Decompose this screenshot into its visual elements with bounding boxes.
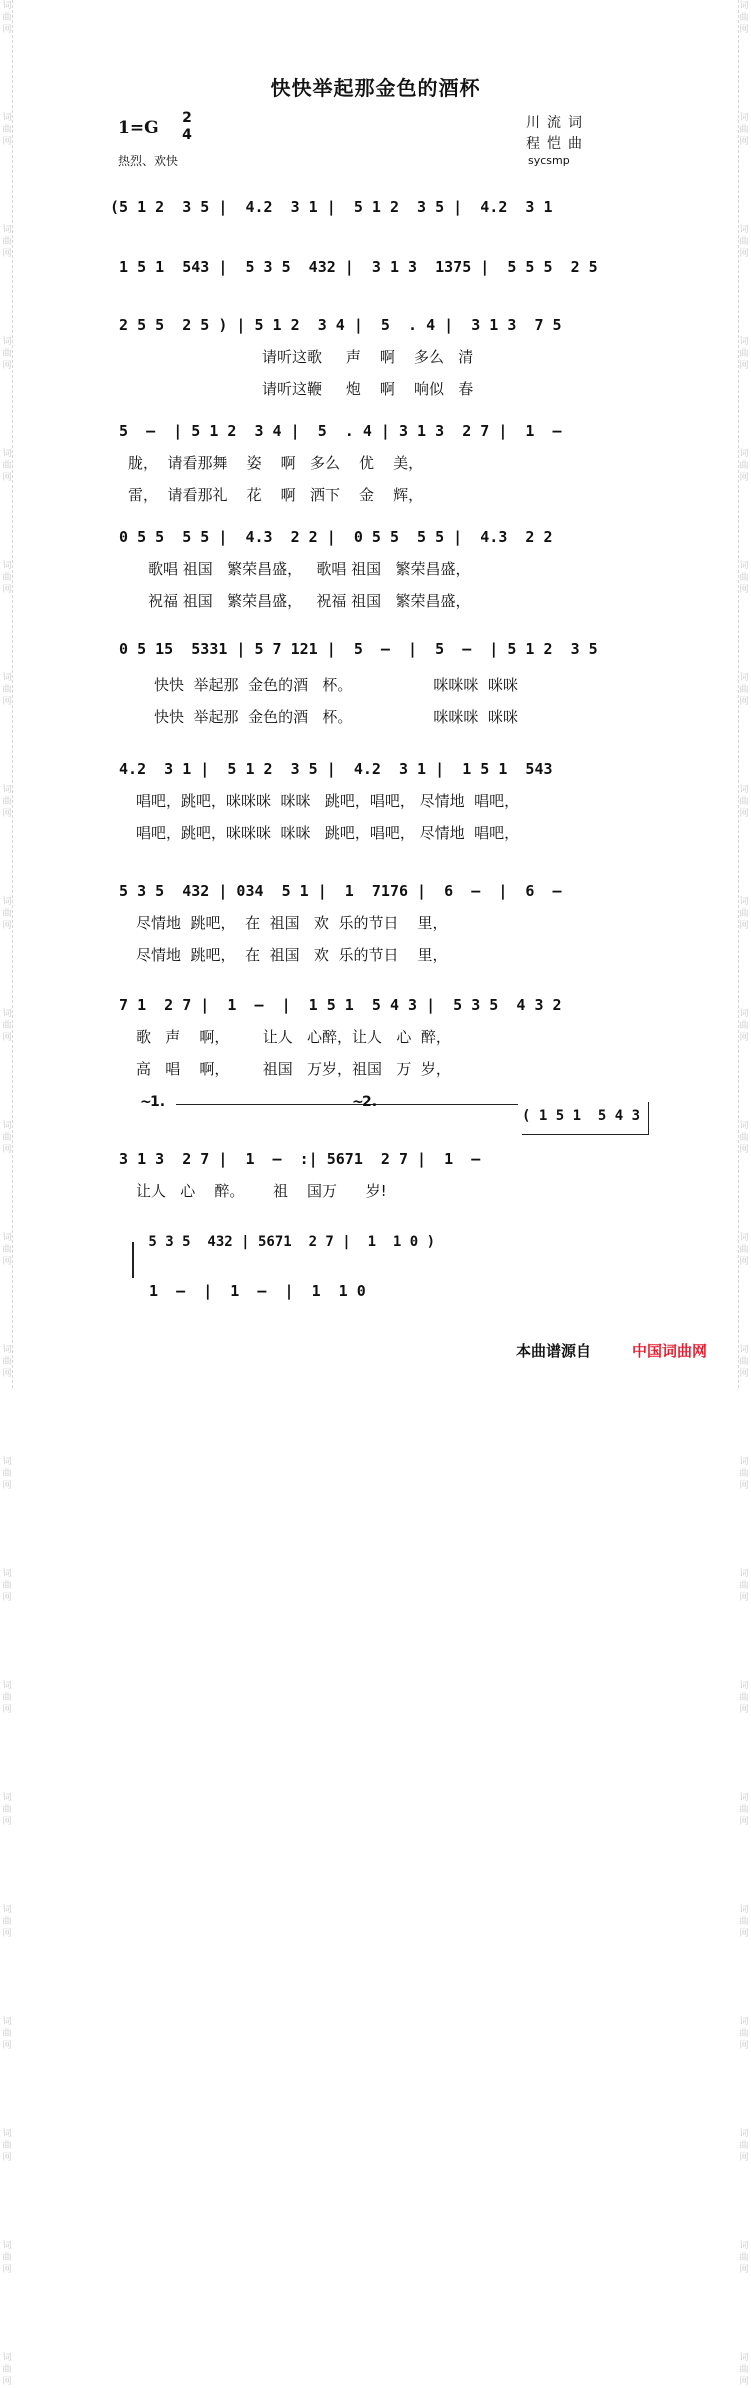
footer-source-label: 本曲谱源自 bbox=[516, 1342, 592, 1360]
inset-notation bbox=[522, 1102, 649, 1135]
notation-line: 0 5 15 5331 | 5 7 121 | 5 — | 5 — | 5 1 2 3 5 bbox=[110, 640, 598, 658]
watermark-column-right bbox=[738, 0, 750, 2387]
lyric-verse-2: 祝福 祖国 繁荣昌盛， 祝福 祖国 繁荣昌盛， bbox=[148, 592, 471, 610]
watermark-group: 词 曲 网 bbox=[2, 1457, 12, 1491]
composer-credit: 程恺曲 bbox=[526, 136, 589, 152]
lyric-verse-2: 唱吧，跳吧，咪咪咪 咪咪 跳吧，唱吧， 尽情地 唱吧， bbox=[136, 824, 520, 842]
key-signature: 1=G bbox=[118, 118, 159, 138]
lyric-verse-1: 让人 心 醉。 祖 国万 岁! bbox=[136, 1182, 387, 1200]
time-signature bbox=[180, 110, 194, 144]
time-signature-top: 2 bbox=[182, 110, 192, 126]
final-brace bbox=[132, 1242, 134, 1278]
inset-notes: ( 1 5 1 5 4 3 bbox=[522, 1108, 641, 1124]
watermark-group: 词 曲 网 bbox=[2, 673, 12, 707]
watermark-group: 词 曲 网 bbox=[2, 1009, 12, 1043]
notation-line: 4.2 3 1 | 5 1 2 3 5 | 4.2 3 1 | 1 5 1 543 bbox=[110, 760, 553, 778]
notation-line: 3 1 3 2 7 | 1 — :| 5671 2 7 | 1 — bbox=[110, 1150, 481, 1168]
watermark-group: 词 曲 网 bbox=[739, 1457, 749, 1491]
tempo-marking: 热烈、欢快 bbox=[118, 154, 179, 168]
watermark-group: 词 曲 网 bbox=[2, 1233, 12, 1267]
lyric-verse-2: 尽情地 跳吧， 在 祖国 欢 乐的节日 里， bbox=[136, 946, 448, 964]
lyric-verse-2: 雷， 请看那礼 花 啊 洒下 金 辉， bbox=[128, 486, 424, 504]
watermark-group: 词 曲 网 bbox=[2, 2129, 12, 2163]
uploader-credit: sycsmp bbox=[528, 154, 570, 167]
watermark-group: 词 曲 网 bbox=[2, 897, 12, 931]
watermark-group: 词 曲 网 bbox=[2, 1793, 12, 1827]
lyric-verse-2: 请听这鞭 炮 啊 响似 春 bbox=[262, 380, 474, 398]
watermark-group: 词 曲 网 bbox=[739, 2129, 749, 2163]
watermark-group: 词 曲 网 bbox=[739, 1009, 749, 1043]
margin-line-left bbox=[12, 0, 13, 1388]
volta-2-label: 2. bbox=[362, 1094, 378, 1110]
lyric-verse-1: 歌唱 祖国 繁荣昌盛， 歌唱 祖国 繁荣昌盛， bbox=[148, 560, 471, 578]
lyric-verse-1: 歌 声 啊， 让人 心醉，让人 心 醉， bbox=[136, 1028, 451, 1046]
lyric-verse-1: 唱吧，跳吧，咪咪咪 咪咪 跳吧，唱吧， 尽情地 唱吧， bbox=[136, 792, 520, 810]
watermark-group: 词 曲 网 bbox=[739, 673, 749, 707]
notation-line: (5 1 2 3 5 | 4.2 3 1 | 5 1 2 3 5 | 4.2 3 1 bbox=[110, 198, 553, 216]
notation-line: 5 3 5 432 | 034 5 1 | 1 7176 | 6 — | 6 — bbox=[110, 882, 562, 900]
watermark-group: 词 曲 网 bbox=[739, 1233, 749, 1267]
watermark-group: 词 曲 网 bbox=[739, 1793, 749, 1827]
time-signature-bottom: 4 bbox=[182, 127, 192, 143]
watermark-group: 词 曲 网 bbox=[739, 897, 749, 931]
lyric-verse-1: 请听这歌 声 啊 多么 清 bbox=[262, 348, 474, 366]
watermark-group: 词 曲 网 bbox=[2, 2017, 12, 2051]
watermark-group: 词 曲 网 bbox=[2, 785, 12, 819]
notation-line: 1 5 1 543 | 5 3 5 432 | 3 1 3 1375 | 5 5 5 2 5 bbox=[110, 258, 598, 276]
watermark-group: 词 曲 网 bbox=[739, 2241, 749, 2275]
watermark-group: 词 曲 网 bbox=[739, 1345, 749, 1379]
lyric-verse-1: 胧， 请看那舞 姿 啊 多么 优 美， bbox=[128, 454, 424, 472]
watermark-group: 词 曲 网 bbox=[2, 1121, 12, 1155]
notation-line: 7 1 2 7 | 1 — | 1 5 1 5 4 3 | 5 3 5 4 3 2 bbox=[110, 996, 562, 1014]
watermark-group: 词 曲 网 bbox=[2, 337, 12, 371]
notation-line: 1 — | 1 — | 1 1 0 bbox=[140, 1282, 366, 1300]
lyric-verse-1: 尽情地 跳吧， 在 祖国 欢 乐的节日 里， bbox=[136, 914, 448, 932]
lyric-verse-2: 高 唱 啊， 祖国 万岁，祖国 万 岁， bbox=[136, 1060, 451, 1078]
watermark-group: 词 曲 网 bbox=[2, 1, 12, 35]
lyric-verse-1: 快快 举起那 金色的酒 杯。 咪咪咪 咪咪 bbox=[154, 676, 518, 694]
song-title: 快快举起那金色的酒杯 bbox=[270, 76, 481, 100]
watermark-group: 词 曲 网 bbox=[739, 785, 749, 819]
watermark-group: 词 曲 网 bbox=[739, 1681, 749, 1715]
watermark-group: 词 曲 网 bbox=[2, 2353, 12, 2387]
watermark-group: 词 曲 网 bbox=[739, 2017, 749, 2051]
volta-1-label: 1. bbox=[150, 1094, 166, 1110]
watermark-group: 词 曲 网 bbox=[739, 1, 749, 35]
watermark-group: 词 曲 网 bbox=[739, 449, 749, 483]
watermark-group: 词 曲 网 bbox=[739, 561, 749, 595]
lyric-verse-2: 快快 举起那 金色的酒 杯。 咪咪咪 咪咪 bbox=[154, 708, 518, 726]
notation-line: 0 5 5 5 5 | 4.3 2 2 | 0 5 5 5 5 | 4.3 2 2 bbox=[110, 528, 553, 546]
watermark-group: 词 曲 网 bbox=[2, 1569, 12, 1603]
watermark-group: 词 曲 网 bbox=[2, 1345, 12, 1379]
watermark-group: 词 曲 网 bbox=[739, 2353, 749, 2387]
footer-brand-link[interactable]: 中国词曲网 bbox=[632, 1342, 708, 1360]
watermark-group: 词 曲 网 bbox=[739, 337, 749, 371]
watermark-group: 词 曲 网 bbox=[739, 113, 749, 147]
watermark-group: 词 曲 网 bbox=[2, 1905, 12, 1939]
watermark-group: 词 曲 网 bbox=[2, 2241, 12, 2275]
notation-line: 5 — | 5 1 2 3 4 | 5 . 4 | 3 1 3 2 7 | 1 — bbox=[110, 422, 562, 440]
watermark-group: 词 曲 网 bbox=[739, 1905, 749, 1939]
watermark-group: 词 曲 网 bbox=[739, 225, 749, 259]
watermark-group: 词 曲 网 bbox=[2, 113, 12, 147]
watermark-group: 词 曲 网 bbox=[2, 449, 12, 483]
notation-line: 5 3 5 432 | 5671 2 7 | 1 1 0 ) bbox=[140, 1234, 436, 1250]
watermark-group: 词 曲 网 bbox=[2, 225, 12, 259]
lyricist-credit: 川流词 bbox=[526, 115, 589, 131]
notation-line: 2 5 5 2 5 ) | 5 1 2 3 4 | 5 . 4 | 3 1 3 7 5 bbox=[110, 316, 562, 334]
watermark-group: 词 曲 网 bbox=[2, 561, 12, 595]
watermark-group: 词 曲 网 bbox=[739, 1569, 749, 1603]
watermark-group: 词 曲 网 bbox=[2, 1681, 12, 1715]
watermark-group: 词 曲 网 bbox=[739, 1121, 749, 1155]
